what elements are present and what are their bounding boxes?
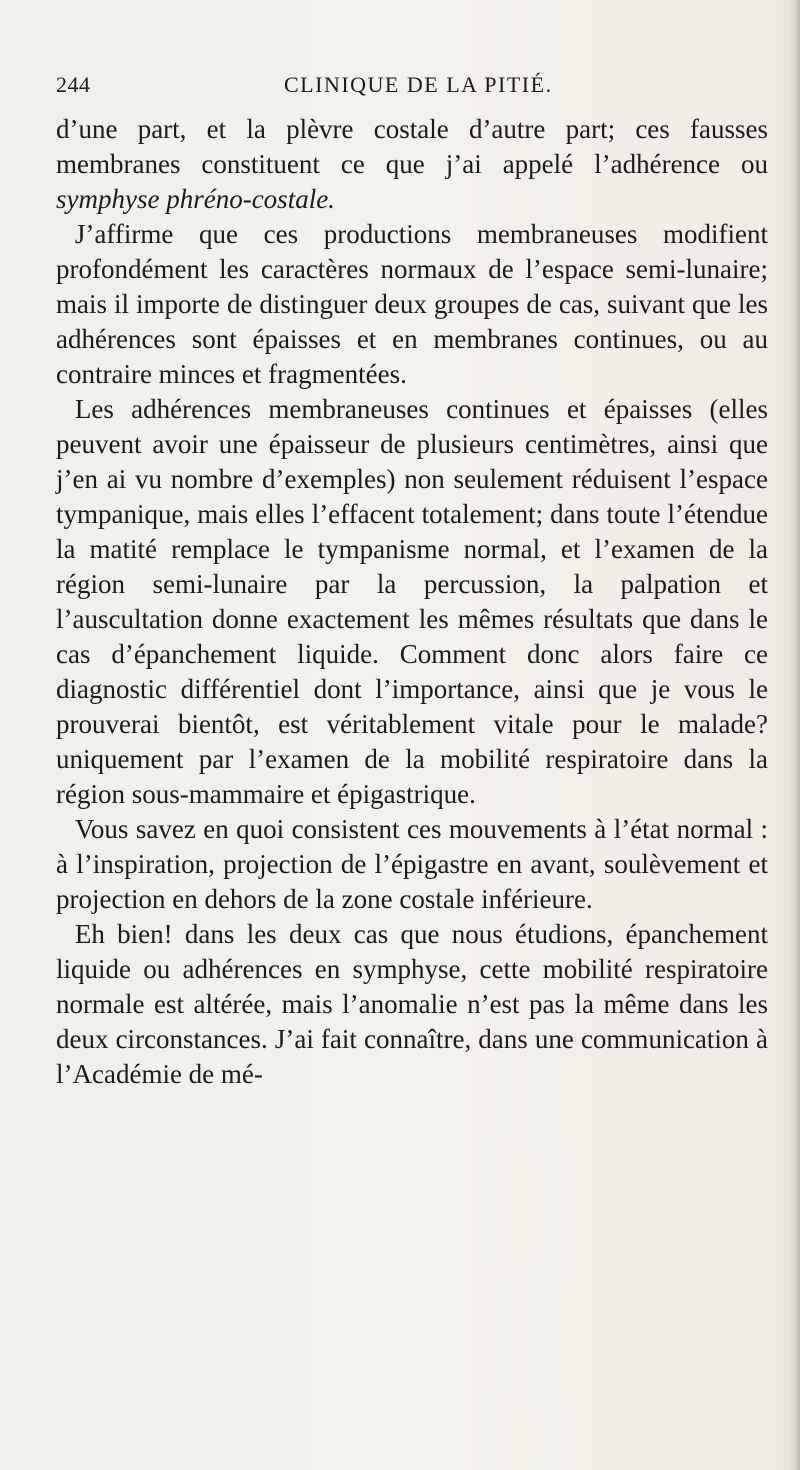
paragraph-1-text: d’une part, et la plèvre costale d’autre part; ces fausses membranes constituent ce que j’ai appelé l’adhérence ou <box>56 114 768 179</box>
paragraph-1 <box>56 112 768 217</box>
paragraph-5: Eh bien! dans les deux cas que nous étudions, épanchement liquide ou adhérences en symphyse, cette mobilité respiratoire normale est altérée, mais l’anomalie n’est pas la même dans les deux circonstances. J’ai fait connaître, dans une communication à l’Académie de mé- <box>56 919 768 1089</box>
paragraph-3: Les adhérences membraneuses continues et épaisses (elles peuvent avoir une épaisseur de plusieurs centimètres, ainsi que j’en ai vu nombre d’exemples) non seulement réduisent l’espace tympanique, mais elles l’effacent totalement; dans toute l’étendue la matité remplace le tympanisme normal, et l’examen de la région semi-lunaire par la percussion, la palpation et l’auscultation donne exactement les mêmes résultats que dans le cas d’épanchement liquide. Comment donc alors faire ce diagnostic différentiel dont l’importance, ainsi que je vous le prouverai bientôt, est véritablement vitale pour le malade? uniquement par l’examen de la mobilité respiratoire dans la région sous-mammaire et épigastrique. <box>56 394 768 809</box>
paragraph-1-italic-term: symphyse phréno-costale. <box>56 184 335 214</box>
page-edge-shadow <box>790 0 800 1470</box>
paragraph-4: Vous savez en quoi consistent ces mouvements à l’état normal : à l’inspiration, projection de l’épigastre en avant, soulèvement et projection en dehors de la zone costale inférieure. <box>56 814 768 914</box>
page-number: 244 <box>56 72 91 97</box>
running-head: CLINIQUE DE LA PITIÉ. <box>284 72 553 97</box>
paragraph-2: J’affirme que ces productions membraneuses modifient profondément les caractères normaux de l’espace semi-lunaire; mais il importe de distinguer deux groupes de cas, suivant que les adhérences sont épaisses et en membranes continues, ou au contraire minces et fragmentées. <box>56 219 768 389</box>
page-header <box>56 72 746 102</box>
body-text <box>56 112 768 1092</box>
